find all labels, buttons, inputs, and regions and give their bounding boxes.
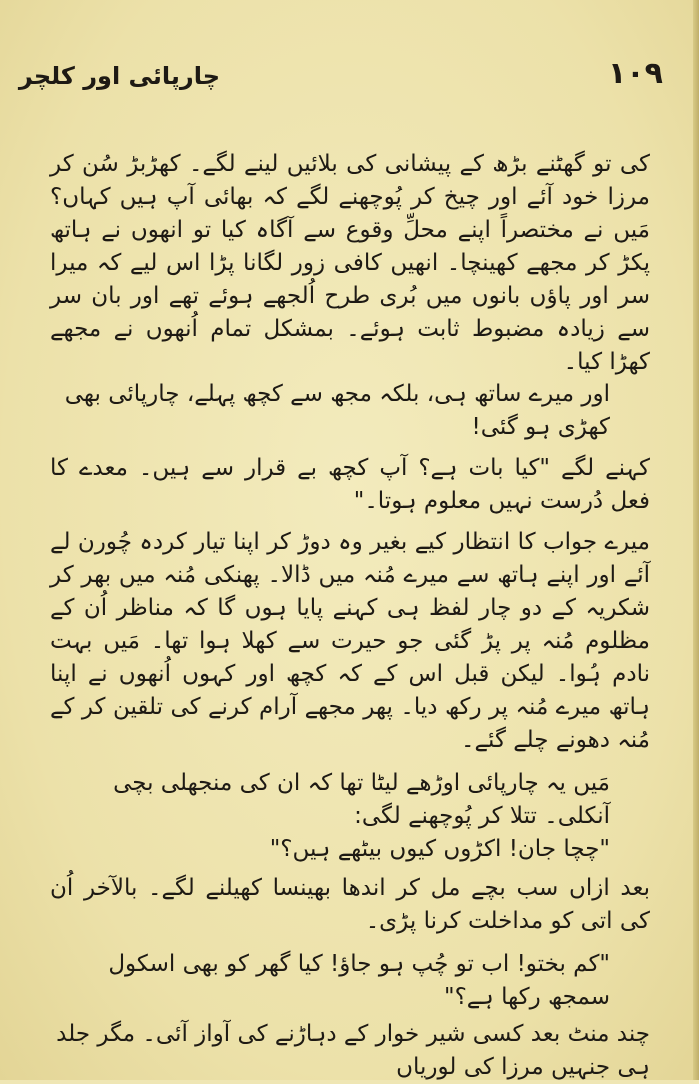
running-title: چارپائی اور کلچر xyxy=(18,62,220,90)
paragraph: میرے جواب کا انتظار کیے بغیر وہ دوڑ کر اپنا تیار کردہ چُورن لے آئے اور اپنے ہاتھ سے میرے مُنہ میں ڈالا۔ پھنکی مُنہ میں بھر کر شکریہ کے دو چار لفظ ہی کہنے پایا ہوں گا کہ مناظر اُن کے مظلوم مُنہ پر پڑ گئی جو حیرت سے کھلا ہوا تھا۔ مَیں بہت نادم ہُوا۔ لیکن قبل اس کے کہ کچھ اور کہوں اُنھوں نے اپنا ہاتھ میرے مُنہ پر رکھ دیا۔ پھر مجھے آرام کرنے کی تلقین کر کے مُنہ دھونے چلے گئے۔ xyxy=(50,529,650,753)
paragraph: مَیں یہ چارپائی اوڑھے لیٹا تھا کہ ان کی منجھلی بچی آنکلی۔ تتلا کر پُوچھنے لگی: xyxy=(113,770,610,829)
paragraph: اور میرے ساتھ ہی، بلکہ مجھ سے کچھ پہلے، چارپائی بھی کھڑی ہو گئی! xyxy=(64,381,610,440)
paragraph: بعد ازاں سب بچے مل کر اندھا بھینسا کھیلنے لگے۔ بالآخر اُن کی اتی کو مداخلت کرنا پڑی۔ xyxy=(50,875,650,934)
dialogue-line: "کم بختو! اب تو چُپ ہو جاؤ! کیا گھر کو بھی اسکول سمجھ رکھا ہے؟" xyxy=(108,951,610,1010)
dialogue-line: "چچا جان! اکڑوں کیوں بیٹھے ہیں؟" xyxy=(269,836,610,862)
paragraph: کی تو گھٹنے بڑھ کے پیشانی کی بلائیں لینے لگے۔ کھڑبڑ سُن کر مرزا خود آئے اور چیخ کر پُوچھنے لگے کہ بھائی آپ ہیں کہاں؟ مَیں نے مختصراً اپنے محلِّ وقوع سے آگاہ کیا تو انھوں نے ہاتھ پکڑ کر مجھے کھینچا۔ انھیں کافی زور لگانا پڑا اس لیے کہ میرا سر اور پاؤں بانوں میں بُری طرح اُلجھے ہوئے تھے اور بان سر سے زیادہ مضبوط ثابت ہوئے۔ بمشکل تمام اُنھوں نے مجھے کھڑا کیا۔ xyxy=(50,151,650,375)
paragraph: چند منٹ بعد کسی شیر خوار کے دہاڑنے کی آواز آئی۔ مگر جلد ہی جنہیں مرزا کی لوریاں xyxy=(56,1021,650,1080)
body-text xyxy=(50,148,650,1084)
page-edge xyxy=(693,0,699,1080)
dialogue-paragraph: کہنے لگے "کیا بات ہے؟ آپ کچھ بے قرار سے ہیں۔ معدے کا فعل دُرست نہیں معلوم ہوتا۔" xyxy=(50,455,650,514)
page-number: ١٠٩ xyxy=(608,56,663,91)
